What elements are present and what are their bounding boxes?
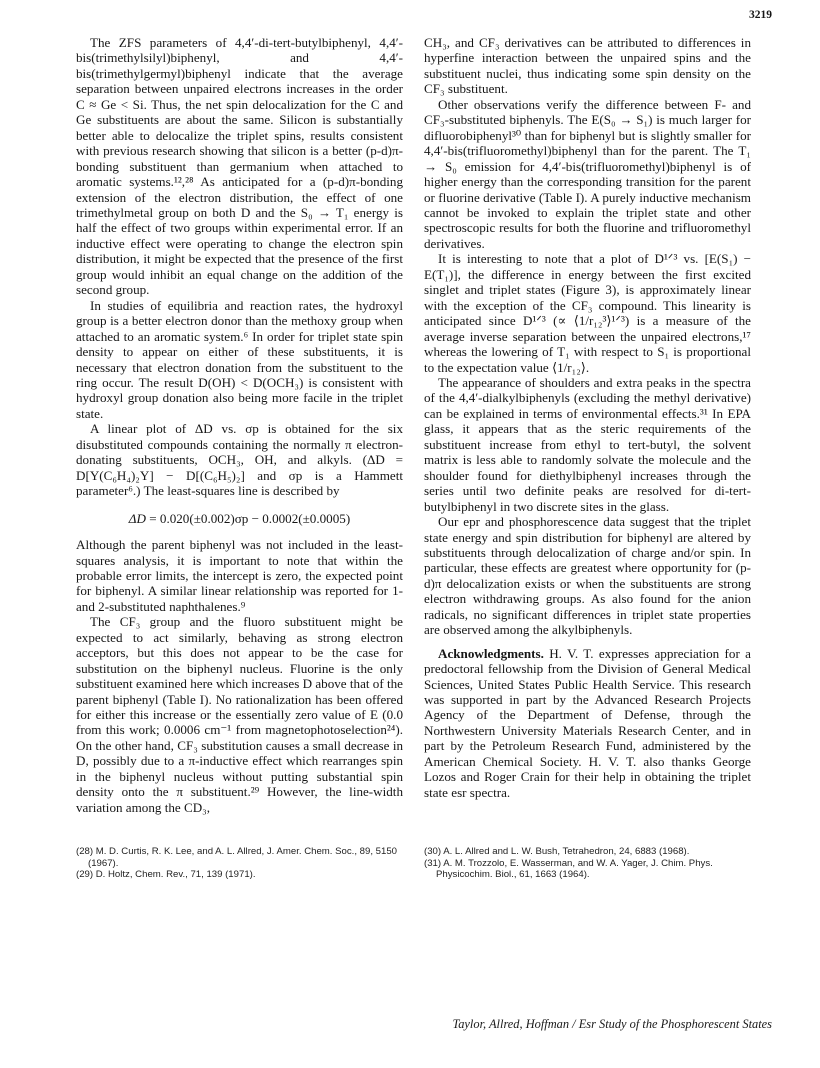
paragraph-hydroxyl-donor: In studies of equilibria and reaction rates, the hydroxyl group is a better electron donor than the methoxy group when attached to an aromatic system.⁶ In order for triplet state spin density to appear on either of these substituents, it is necessary that electron donation from the substituent to the ring occur. The result D(OH) < D(OCH₃) is consistent with hydroxyl group donation also being more facile in the triplet state. [76, 297, 403, 421]
left-column [76, 35, 403, 815]
paragraph-linear-plot: A linear plot of ΔD vs. σp is obtained for the six disubstituted compounds containing the normally π electron-donating substituents, OCH₃, OH, and alkyls. (ΔD = D[Y(C₆H₄)₂Y] − D[(C₆H₅)₂] and σp is a Hammett parameter⁶.) The least-squares line is described by [76, 421, 403, 499]
paragraph-ch3-cf3-derivatives: CH₃, and CF₃ derivatives can be attributed to differences in hyperfine interaction between the unpaired spins and the substituent nuclei, thus indicating some spin density on the CF₃ substituent. [424, 35, 751, 97]
acknowledgments-heading: Acknowledgments. [438, 645, 544, 661]
least-squares-equation [76, 511, 403, 526]
paragraph-plot-d-energy: It is interesting to note that a plot of D¹ᐟ³ vs. [E(S₁) − E(T₁)], the difference in energy between the first excited singlet and triplet states (Figure 3), is approximately linear with the exception of the CF₃ compound. This linearity is anticipated since D¹ᐟ³ (∝ ⟨1/r₁₂³⟩¹ᐟ³) is a measure of the average inverse separation between the unpaired electrons,¹⁷ whereas the lowering of T₁ with respect to S₁ is proportional to the expectation value ⟨1/r₁₂⟩. [424, 251, 751, 375]
paragraph-parent-biphenyl: Although the parent biphenyl was not included in the least-squares analysis, it is important to note that within the probable error limits, the intercept is zero, the expected point for biphenyl. A similar linear relationship was reported for 1- and 2-substituted naphthalenes.⁹ [76, 537, 403, 614]
reference-28: (28) M. D. Curtis, R. K. Lee, and A. L. Allred, J. Amer. Chem. Soc., 89, 5150 (1967). [76, 846, 398, 869]
running-footer: Taylor, Allred, Hoffman / Esr Study of the Phosphorescent States [452, 1017, 772, 1031]
paragraph-shoulders-peaks: The appearance of shoulders and extra peaks in the spectra of the 4,4′-dialkylbiphenyls (excluding the methyl derivative) can be explained in terms of environmental effects.³¹ In EPA glass, it appears that as the steric requirements of the substituent increase from ethyl to tert-butyl, the solvent matrix is less able to randomly solvate the molecule and the shoulder found for diethylbiphenyl increases through the series until two definite peaks are resolved for di-tert-butylbiphenyl in two discrete sites in the glass. [424, 374, 751, 514]
page-number: 3219 [749, 9, 772, 21]
equation-lhs: ΔD [128, 510, 146, 526]
acknowledgments-text: H. V. T. expresses appreciation for a predoctoral fellowship from the Division of General Medical Sciences, United States Public Health Service. This research was supported in part by the Advanced Research Projects Agency of the Department of Defense, through the Northwestern University Materials Research Center, and in part by the Petroleum Research Fund, administered by the American Chemical Society. H. V. T. also thanks George Lozos and Roger Crain for their help in obtaining the triplet state esr spectra. [424, 645, 751, 800]
paragraph-other-observations: Other observations verify the difference between F- and CF₃-substituted biphenyls. The E(S₀ → S₁) is much larger for difluorobiphenyl³⁰ than for biphenyl but is slightly smaller for 4,4′-bis(trifluoromethyl)biphenyl than for the parent. The T₁ → S₀ emission for 4,4′-bis(trifluoromethyl)biphenyl is of higher energy than the corresponding transition for the parent or fluorine derivative (Table I). A purely inductive mechanism cannot be invoked to explain the triplet state and other spectroscopic results for both the fluorine and trifluoromethyl derivatives. [424, 96, 751, 251]
paragraph-conclusion: Our epr and phosphorescence data suggest that the triplet state energy and spin distribution for biphenyl are altered by substituents through delocalization of charge and/or spin. In particular, these effects are greatest where opportunity for (p-d)π delocalization exists or when the substituents are strong electron withdrawing groups. As also found for the anion radicals, no significant differences in triplet state properties are observed among the alkylbiphenyls. [424, 514, 751, 638]
acknowledgments [424, 646, 751, 801]
references-left [76, 846, 403, 881]
references-right [424, 846, 751, 881]
paragraph-zfs-parameters: The ZFS parameters of 4,4′-di-tert-butylbiphenyl, 4,4′-bis(trimethylsilyl)biphenyl, and 4,4′-bis(trimethylgermyl)biphenyl indicate that the average separation between unpaired electrons increases in the order C ≈ Ge < Si. Thus, the net spin delocalization for the C and Ge substituents are about the same. Silicon is substantially better able to delocalize the triplet spins, results consistent with previous research showing that silicon is a better (p-d)π-bonding substituent than germanium when attached to aromatic systems.¹²,²⁸ As anticipated for a (p-d)π-bonding extension of the electron distribution, the effect of one trimethylmetal group on both D and the S₀ → T₁ energy is half the effect of two groups within experimental error. If an inductive effect were operating to change the electron spin distribution, it might be expected that the presence of the first group would inhibit an equal change on the addition of the second group. [76, 35, 403, 298]
paragraph-cf3-fluoro: The CF₃ group and the fluoro substituent might be expected to act similarly, behaving as strong electron acceptors, but this does not appear to be the case for substitution on the biphenyl nucleus. Fluorine is the only substituent examined here which increases D above that of the parent biphenyl (Table I). No rationalization has been offered for either this increase or the essentially zero value of E (0.0 from this work; 0.0006 cm⁻¹ from magnetophotoselection²⁴). On the other hand, CF₃ substitution causes a small decrease in D, possibly due to a π-inductive effect which rearranges spin in the biphenyl nucleus without putting substantial spin density onto the π substituent.²⁹ However, the line-width variation among the CD₃, [76, 614, 403, 815]
equation-rhs: = 0.020(±0.002)σp − 0.0002(±0.0005) [149, 510, 351, 526]
reference-30: (30) A. L. Allred and L. W. Bush, Tetrahedron, 24, 6883 (1968). [424, 846, 690, 857]
reference-31: (31) A. M. Trozzolo, E. Wasserman, and W. A. Yager, J. Chim. Phys. Physicochim. Biol., 61, 1663 (1964). [424, 857, 713, 881]
right-column [424, 35, 751, 800]
reference-29: (29) D. Holtz, Chem. Rev., 71, 139 (1971). [76, 869, 256, 881]
